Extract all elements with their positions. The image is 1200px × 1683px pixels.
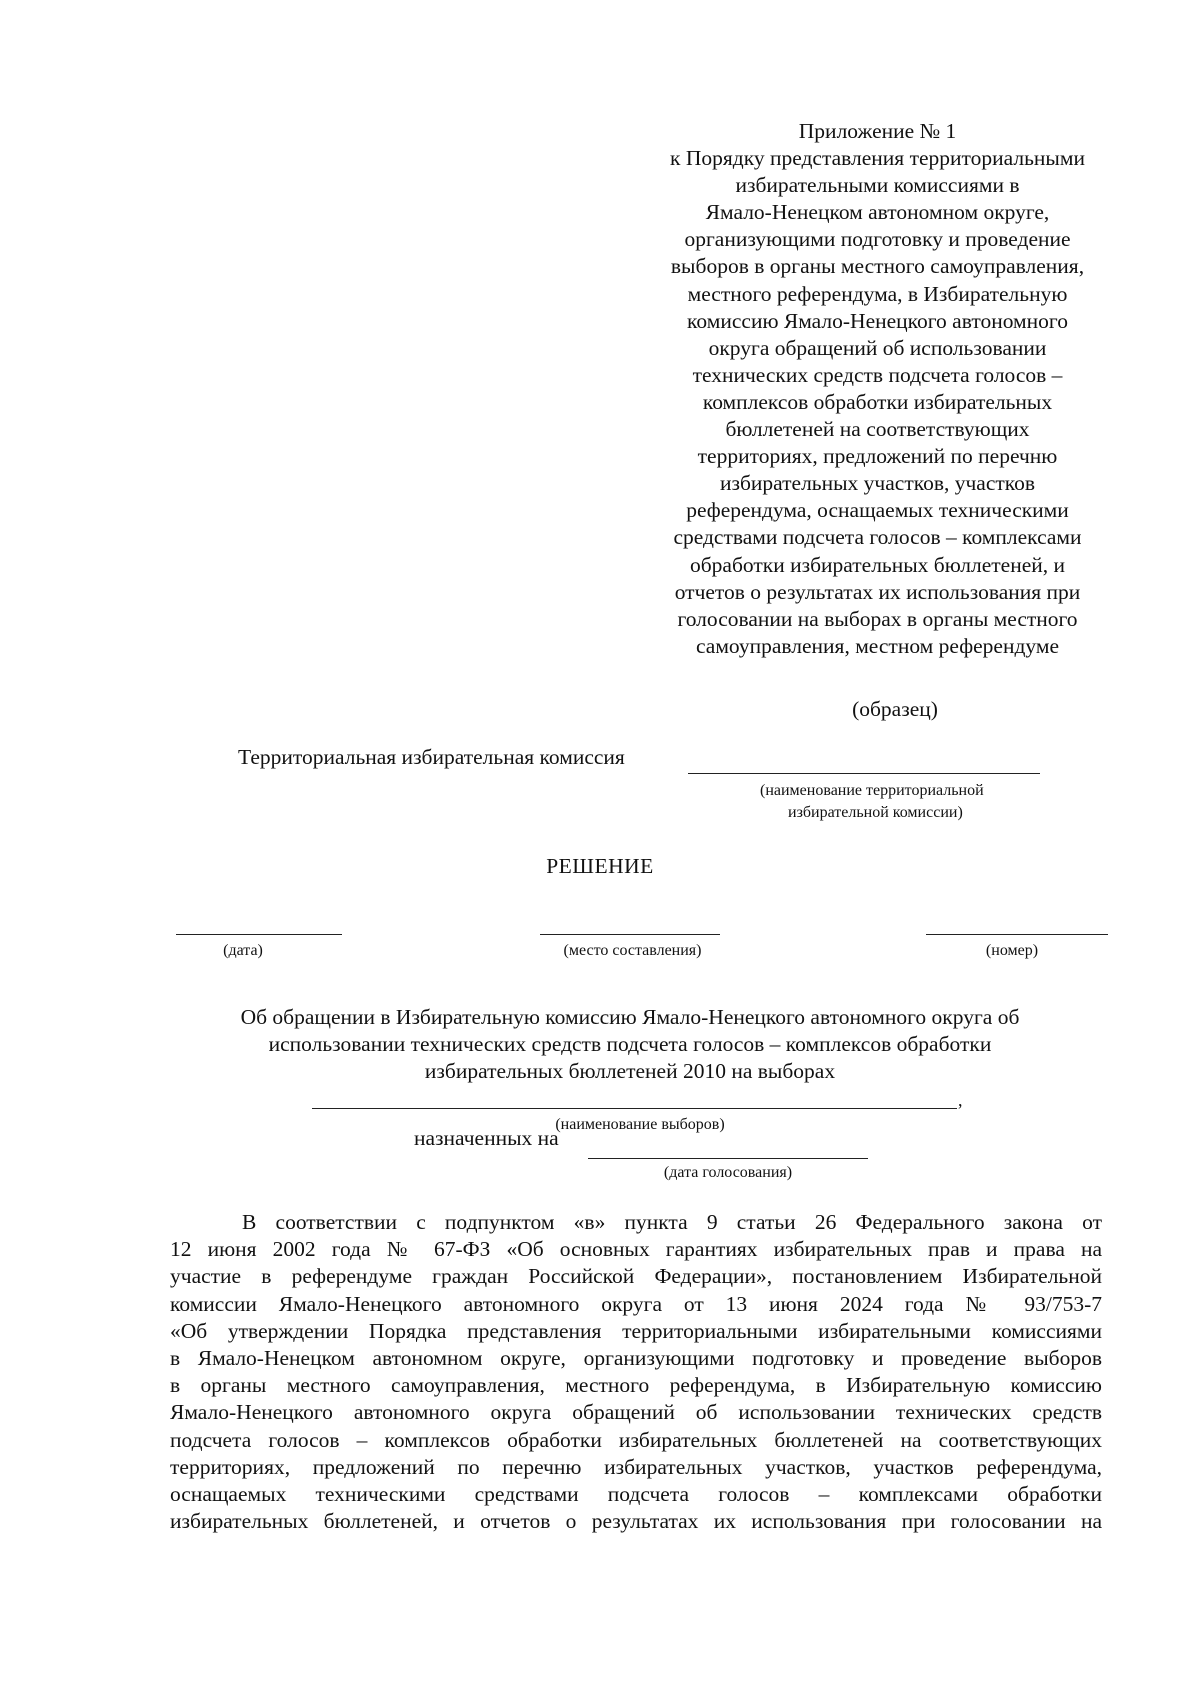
number-line <box>926 934 1108 935</box>
appendix-line: бюллетеней на соответствующих <box>725 417 1030 442</box>
appendix-line: Приложение № 1 <box>798 119 957 143</box>
body-line: «Об утверждении Порядка представления территориальными избирательными комиссиями <box>170 1318 1102 1343</box>
body-line: участие в референдуме граждан Российской Федерации», постановлением Избирательной <box>170 1264 1102 1289</box>
election-name-line <box>312 1108 957 1109</box>
body-line: В соответствии с подпунктом «в» пункта 9 статьи 26 Федерального закона от <box>242 1210 1102 1234</box>
place-line <box>540 934 720 935</box>
election-caption: (наименование выборов) <box>555 1116 725 1133</box>
appendix-line: референдума, оснащаемых техническими <box>686 498 1069 523</box>
appendix-line: Ямало-Ненецком автономном округе, <box>705 200 1050 225</box>
body-line: оснащаемых техническими средствами подсчета голосов – комплексами обработки <box>170 1481 1102 1506</box>
body-line: в органы местного самоуправления, местного референдума, в Избирательную комиссию <box>170 1373 1102 1398</box>
assigned-label: назначенных на <box>414 1126 559 1150</box>
date-line <box>176 934 342 935</box>
commission-caption-1: (наименование территориальной <box>760 782 984 799</box>
body-line: комиссии Ямало-Ненецкого автономного округа от 13 июня 2024 года № 93/753-7 <box>170 1291 1102 1316</box>
decision-body <box>170 1209 1102 1535</box>
appendix-line: к Порядку представления территориальными <box>670 146 1085 171</box>
subject-line: избирательных бюллетеней 2010 на выборах <box>424 1059 836 1083</box>
appendix-line: округа обращений об использовании <box>708 335 1047 360</box>
appendix-line: средствами подсчета голосов – комплексами <box>673 525 1082 550</box>
appendix-line: избирательных участков, участков <box>719 471 1036 496</box>
commission-name-line <box>688 773 1040 774</box>
appendix-line: обработки избирательных бюллетеней, и <box>689 552 1066 577</box>
body-line: Ямало-Ненецкого автономного округа обращений об использовании технических средств <box>170 1400 1102 1425</box>
appendix-line: отчетов о результатах их использования при <box>674 579 1081 604</box>
appendix-line: технических средств подсчета голосов – <box>692 362 1063 387</box>
commission-caption-2: избирательной комиссии) <box>788 804 963 821</box>
body-line: подсчета голосов – комплексов обработки избирательных бюллетеней на соответствующих <box>170 1427 1102 1452</box>
commission-label: Территориальная избирательная комиссия <box>238 745 625 769</box>
decision-subject <box>160 1004 1100 1085</box>
body-line: в Ямало-Ненецком автономном округе, организующими подготовку и проведение выборов <box>170 1345 1102 1370</box>
decision-heading: РЕШЕНИЕ <box>546 854 654 878</box>
body-line: 12 июня 2002 года № 67-ФЗ «Об основных гарантиях избирательных прав и права на <box>170 1237 1102 1262</box>
subject-line: Об обращении в Избирательную комиссию Ямало-Ненецкого автономного округа об <box>240 1005 1020 1029</box>
appendix-line: организующими подготовку и проведение <box>684 227 1071 252</box>
body-line: избирательных бюллетеней, и отчетов о результатах их использования при голосовании на <box>170 1509 1102 1534</box>
date-caption: (дата) <box>223 942 263 959</box>
appendix-line: самоуправления, местном референдуме <box>695 633 1060 658</box>
voting-date-line <box>588 1158 868 1159</box>
appendix-line: комплексов обработки избирательных <box>702 389 1053 414</box>
sample-label: (образец) <box>852 697 938 721</box>
subject-line: использовании технических средств подсчета голосов – комплексов обработки <box>268 1032 992 1056</box>
place-caption: (место составления) <box>563 942 702 959</box>
appendix-line: комиссию Ямало-Ненецкого автономного <box>687 308 1068 333</box>
appendix-header <box>610 118 1145 660</box>
appendix-line: выборов в органы местного самоуправления, <box>670 254 1085 279</box>
appendix-line: местного референдума, в Избирательную <box>687 281 1068 306</box>
number-caption: (номер) <box>985 942 1039 959</box>
appendix-line: избирательными комиссиями в <box>735 173 1020 198</box>
election-comma: , <box>958 1090 963 1110</box>
voting-date-caption: (дата голосования) <box>663 1164 793 1181</box>
body-line: территориях, предложений по перечню избирательных участков, участков референдума, <box>170 1454 1102 1479</box>
appendix-line: голосовании на выборах в органы местного <box>677 606 1078 631</box>
appendix-line: территориях, предложений по перечню <box>697 444 1058 469</box>
